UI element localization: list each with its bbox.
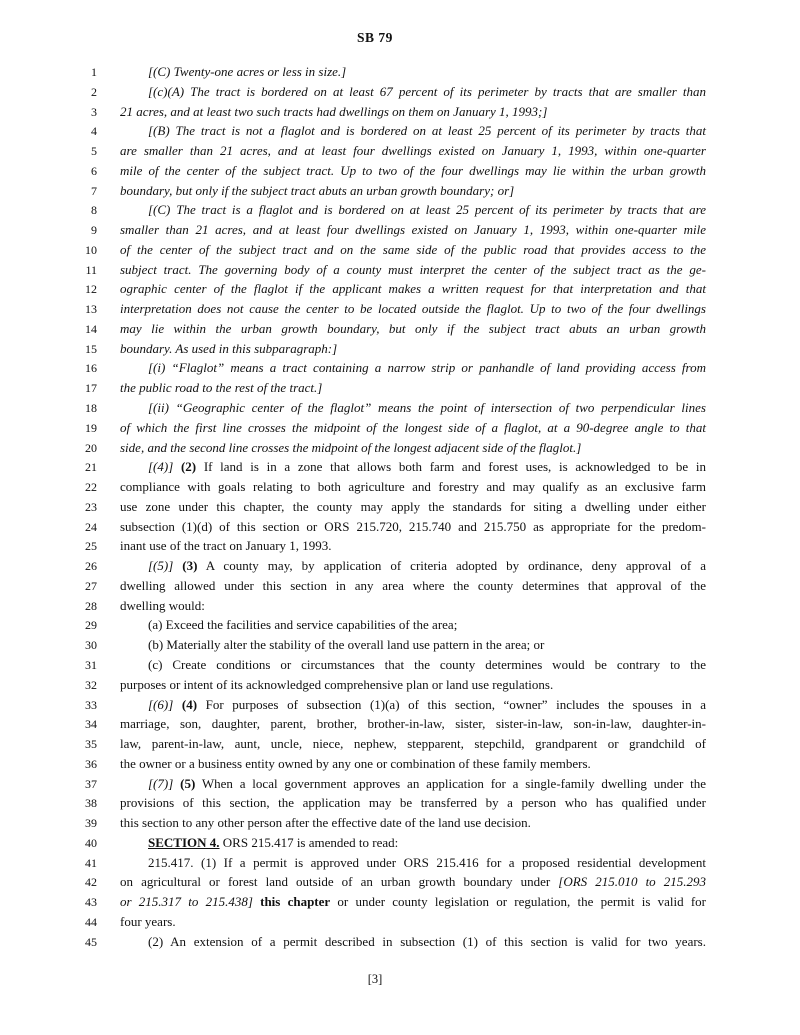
text-line xyxy=(0,734,800,754)
line-text xyxy=(120,181,706,201)
line-number: 38 xyxy=(85,796,97,811)
text-segment: (5) xyxy=(180,775,196,791)
line-number: 10 xyxy=(85,242,97,257)
text-line xyxy=(0,714,800,734)
text-segment: (a) Exceed the facilities and service capabilities of the area; xyxy=(148,617,458,633)
text-segment: may lie within the urban growth boundary, but only if the subject tract abuts an urban growth xyxy=(120,320,706,336)
text-line xyxy=(0,655,800,675)
line-text xyxy=(120,279,706,299)
line-number: 5 xyxy=(91,144,97,159)
line-text xyxy=(120,497,706,517)
text-segment xyxy=(173,697,182,712)
text-segment: SECTION 4. xyxy=(148,834,220,850)
text-line xyxy=(0,853,800,873)
line-number: 25 xyxy=(85,539,97,554)
text-line xyxy=(0,279,800,299)
line-number: 8 xyxy=(91,203,97,218)
line-number: 33 xyxy=(85,697,97,712)
line-number: 12 xyxy=(85,282,97,297)
line-number: 36 xyxy=(85,756,97,771)
text-segment: four years. xyxy=(120,913,176,929)
text-line xyxy=(0,596,800,616)
text-segment: (3) xyxy=(182,558,198,574)
text-segment: 215.417. (1) If a permit is approved under ORS 215.416 for a proposed residential development xyxy=(148,854,706,870)
text-segment: If land is in a zone that allows both farm and forest uses, is acknowledged to be in xyxy=(196,459,706,475)
line-text xyxy=(120,596,706,616)
line-number: 3 xyxy=(91,104,97,119)
text-segment: subsection (1)(d) of this section or ORS 215.720, 215.740 and 215.750 as appropriate for the predom- xyxy=(120,518,706,534)
line-text xyxy=(120,556,706,576)
text-segment: 21 acres, and at least two such tracts had dwellings on them on January 1, 1993;] xyxy=(120,103,548,119)
text-segment: For purposes of subsection (1)(a) of this section, “owner” includes the spouses in a xyxy=(197,696,707,712)
line-number: 17 xyxy=(85,381,97,396)
line-text xyxy=(120,793,706,813)
text-segment: this section to any other person after the effective date of the land use decision. xyxy=(120,815,531,831)
text-lines xyxy=(0,62,800,951)
text-line xyxy=(0,358,800,378)
line-number: 39 xyxy=(85,816,97,831)
line-text xyxy=(120,872,706,892)
text-segment: [(B) The tract is not a flaglot and is bordered on at least 25 percent of its perimeter by tracts that xyxy=(148,123,706,139)
line-text xyxy=(120,813,706,833)
text-segment: or under county legislation or regulation, the permit is valid for xyxy=(330,894,706,910)
line-number: 2 xyxy=(91,84,97,99)
text-line xyxy=(0,82,800,102)
text-segment: dwelling would: xyxy=(120,597,205,613)
text-line xyxy=(0,872,800,892)
line-number: 9 xyxy=(91,223,97,238)
text-segment: (c) Create conditions or circumstances that the county determines would be contrary to the xyxy=(148,656,706,672)
line-text xyxy=(120,635,706,655)
text-line xyxy=(0,774,800,794)
line-number: 22 xyxy=(85,480,97,495)
line-text xyxy=(120,714,706,734)
text-segment: are smaller than 21 acres, and at least four dwellings existed on January 1, 1993, within one-quarter xyxy=(120,143,706,159)
line-text xyxy=(120,675,706,695)
text-segment: provisions of this section, the application may be transferred by a person who has qualified under xyxy=(120,795,706,811)
text-segment: [(4)] xyxy=(148,459,174,475)
text-segment: mile of the center of the subject tract. Up to two of the four dwellings may lie within the urban growth xyxy=(120,162,706,178)
text-line xyxy=(0,398,800,418)
line-number: 32 xyxy=(85,677,97,692)
line-text xyxy=(120,200,706,220)
text-line xyxy=(0,102,800,122)
text-segment: the public road to the rest of the tract.] xyxy=(120,380,323,396)
text-segment: boundary. As used in this subparagraph:] xyxy=(120,340,338,356)
line-text xyxy=(120,833,706,853)
text-segment: [(i) “Flaglot” means a tract containing a narrow strip or panhandle of land providing access from xyxy=(148,360,706,376)
line-text xyxy=(120,62,706,82)
text-segment: the owner or a business entity owned by any one or combination of these family members. xyxy=(120,755,591,771)
line-number: 19 xyxy=(85,420,97,435)
text-segment: ORS 215.417 is amended to read: xyxy=(219,834,399,850)
text-segment: on agricultural or forest land outside of an urban growth boundary under xyxy=(120,874,559,890)
line-text xyxy=(120,853,706,873)
text-line xyxy=(0,497,800,517)
text-segment: ographic center of the flaglot if the applicant makes a written request for that interpretation and that xyxy=(120,281,706,297)
line-number: 18 xyxy=(85,401,97,416)
line-text xyxy=(120,576,706,596)
text-segment: inant use of the tract on January 1, 1993. xyxy=(120,538,332,554)
line-text xyxy=(120,912,706,932)
line-number: 44 xyxy=(85,914,97,929)
text-line xyxy=(0,62,800,82)
line-number: 43 xyxy=(85,895,97,910)
text-segment: [(5)] xyxy=(148,558,174,574)
text-line xyxy=(0,141,800,161)
text-line xyxy=(0,615,800,635)
line-text xyxy=(120,240,706,260)
text-segment: (2) xyxy=(180,459,197,475)
text-segment xyxy=(173,558,182,573)
text-segment: When a local government approves an application for a single-family dwelling under the xyxy=(195,775,707,791)
line-text xyxy=(120,774,706,794)
text-segment: marriage, son, daughter, parent, brother, brother-in-law, sister, sister-in-law, son-in-law, daughter-in- xyxy=(120,716,706,732)
line-text xyxy=(120,161,706,181)
line-number: 11 xyxy=(85,262,97,277)
text-line xyxy=(0,912,800,932)
line-text xyxy=(120,260,706,280)
line-number: 35 xyxy=(85,737,97,752)
text-segment: of the center of the subject tract and on the same side of the public road that provides access to the xyxy=(120,241,706,257)
line-text xyxy=(120,319,706,339)
line-text xyxy=(120,892,706,912)
line-number: 30 xyxy=(85,638,97,653)
text-segment: [(c)(A) The tract is bordered on at least 67 percent of its perimeter by tracts that are smaller than xyxy=(148,83,706,99)
line-number: 13 xyxy=(85,302,97,317)
line-text xyxy=(120,932,706,952)
line-number: 37 xyxy=(85,776,97,791)
text-segment: [(6)] xyxy=(148,696,174,712)
line-number: 28 xyxy=(85,598,97,613)
text-segment: A county may, by application of criteria adopted by ordinance, deny approval of a xyxy=(197,558,706,574)
text-line xyxy=(0,813,800,833)
line-text xyxy=(120,655,706,675)
line-number: 1 xyxy=(91,65,97,79)
line-text xyxy=(120,398,706,418)
line-number: 7 xyxy=(91,183,97,198)
line-text xyxy=(120,457,706,477)
line-text xyxy=(120,477,706,497)
text-line xyxy=(0,833,800,853)
text-line xyxy=(0,438,800,458)
line-text xyxy=(120,438,706,458)
text-segment: smaller than 21 acres, and at least four dwellings existed on January 1, 1993, within one-quarter mile xyxy=(120,222,706,238)
text-segment: of which the first line crosses the midpoint of the longest side of a flaglot, at a 90-degree angle to that xyxy=(120,419,706,435)
line-number: 42 xyxy=(85,875,97,890)
line-number: 29 xyxy=(85,618,97,633)
text-segment: [(7)] xyxy=(148,775,174,791)
text-segment: [(C) The tract is a flaglot and is bordered on at least 25 percent of its perimeter by tracts that are xyxy=(148,202,706,218)
text-line xyxy=(0,675,800,695)
text-segment: compliance with goals relating to both agriculture and forestry and may qualify as an exclusive farm xyxy=(120,479,706,495)
text-line xyxy=(0,200,800,220)
bill-number-header: SB 79 xyxy=(357,30,393,45)
text-line xyxy=(0,754,800,774)
line-text xyxy=(120,517,706,537)
line-text xyxy=(120,141,706,161)
text-line xyxy=(0,260,800,280)
line-number: 31 xyxy=(85,657,97,672)
page-number: [3] xyxy=(367,972,383,986)
text-segment: or 215.317 to 215.438] xyxy=(120,894,253,910)
line-number: 14 xyxy=(85,321,97,336)
line-number: 21 xyxy=(85,460,97,475)
line-number: 24 xyxy=(85,519,97,534)
line-number: 27 xyxy=(85,578,97,593)
line-text xyxy=(120,695,706,715)
line-text xyxy=(120,220,706,240)
text-line xyxy=(0,695,800,715)
line-number: 23 xyxy=(85,499,97,514)
text-segment: (4) xyxy=(181,696,198,712)
text-line xyxy=(0,220,800,240)
text-segment: boundary, but only if the subject tract abuts an urban growth boundary; or] xyxy=(120,182,515,198)
text-line xyxy=(0,121,800,141)
line-text xyxy=(120,418,706,438)
line-number: 45 xyxy=(85,934,97,949)
line-text xyxy=(120,299,706,319)
text-segment: [(C) Twenty-one acres or less in size.] xyxy=(148,64,347,79)
text-segment: use zone under this chapter, the county may apply the standards for siting a dwelling under either xyxy=(120,498,706,514)
line-number: 16 xyxy=(85,361,97,376)
text-segment: [ORS 215.010 to 215.293 xyxy=(558,874,706,890)
line-text xyxy=(120,734,706,754)
text-line xyxy=(0,517,800,537)
line-number: 6 xyxy=(91,163,97,178)
line-text xyxy=(120,536,706,556)
text-line xyxy=(0,793,800,813)
text-segment: this chapter xyxy=(260,894,331,910)
text-line xyxy=(0,339,800,359)
text-segment: side, and the second line crosses the midpoint of the longest adjacent side of the flaglot.] xyxy=(120,439,582,455)
line-text xyxy=(120,339,706,359)
text-line xyxy=(0,576,800,596)
text-line xyxy=(0,536,800,556)
text-line xyxy=(0,892,800,912)
text-line xyxy=(0,477,800,497)
text-line xyxy=(0,378,800,398)
line-text xyxy=(120,82,706,102)
text-line xyxy=(0,240,800,260)
text-segment: law, parent-in-law, aunt, uncle, niece, nephew, stepparent, stepchild, grandparent or grandchild of xyxy=(120,736,706,752)
line-number: 40 xyxy=(85,835,97,850)
text-line xyxy=(0,556,800,576)
line-text xyxy=(120,754,706,774)
line-number: 41 xyxy=(85,855,97,870)
line-number: 20 xyxy=(85,440,97,455)
line-text xyxy=(120,121,706,141)
text-line xyxy=(0,299,800,319)
text-line xyxy=(0,161,800,181)
line-number: 26 xyxy=(85,559,97,574)
text-segment: subject tract. The governing body of a county must interpret the center of the subject tract as the ge- xyxy=(120,261,706,277)
line-text xyxy=(120,378,706,398)
text-line xyxy=(0,418,800,438)
text-segment xyxy=(173,459,181,474)
text-line xyxy=(0,635,800,655)
text-segment: purposes or intent of its acknowledged comprehensive plan or land use regulations. xyxy=(120,676,554,692)
line-text xyxy=(120,615,706,635)
line-number: 34 xyxy=(85,717,97,732)
text-segment: (2) An extension of a permit described in subsection (1) of this section is valid for two years. xyxy=(148,933,706,949)
text-line xyxy=(0,319,800,339)
line-text xyxy=(120,358,706,378)
text-line xyxy=(0,181,800,201)
line-number: 15 xyxy=(85,341,97,356)
text-segment: [(ii) “Geographic center of the flaglot” means the point of intersection of two perpendicular lines xyxy=(148,400,706,416)
line-number: 4 xyxy=(91,124,97,139)
text-segment: dwelling allowed under this section in any area where the county determines that approval of the xyxy=(120,577,706,593)
text-line xyxy=(0,932,800,952)
text-line xyxy=(0,457,800,477)
text-segment: (b) Materially alter the stability of the overall land use pattern in the area; or xyxy=(148,637,545,653)
text-segment: interpretation does not cause the center to be located outside the flaglot. Up to two of the four dwellings xyxy=(120,301,706,317)
line-text xyxy=(120,102,706,122)
